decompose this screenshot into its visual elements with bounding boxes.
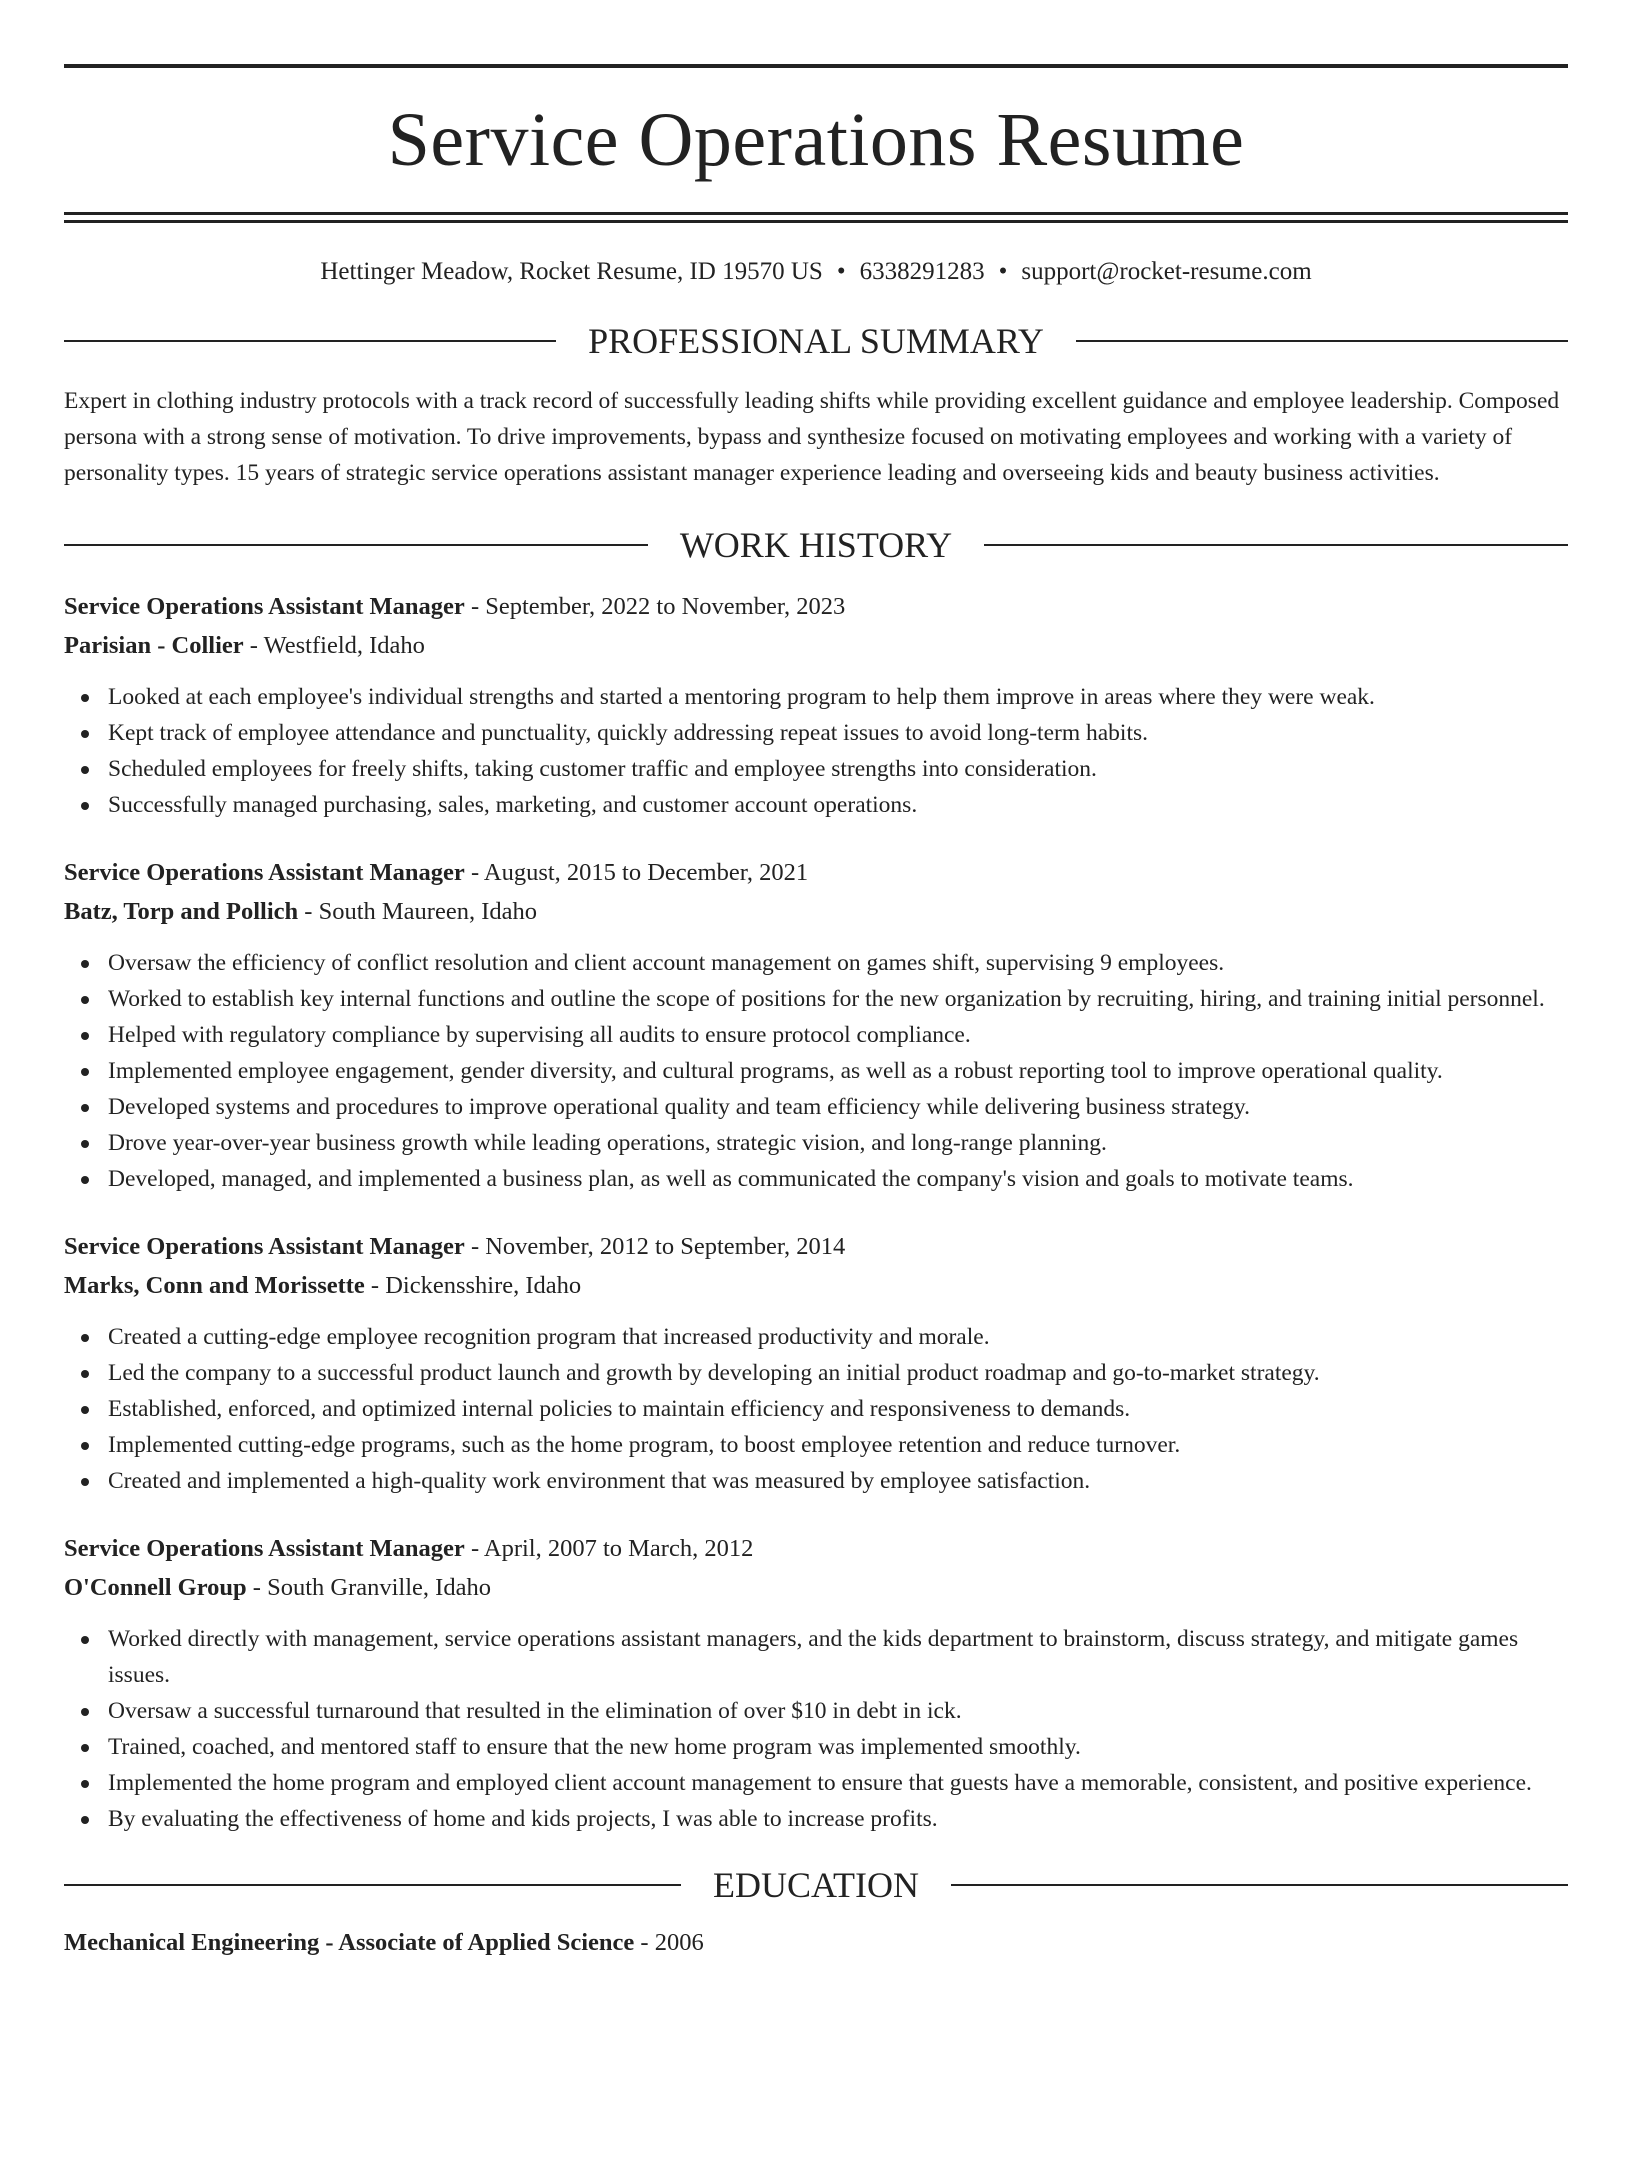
resume-page xyxy=(0,64,1632,2176)
job-title: Service Operations Assistant Manager xyxy=(64,1233,465,1260)
contact-email: support@rocket-resume.com xyxy=(1021,258,1312,285)
job-bullet-list xyxy=(64,1319,1568,1499)
job-bullet: Developed systems and procedures to improve operational quality and team efficiency while delivering business strategy. xyxy=(64,1089,1568,1125)
top-rule xyxy=(64,64,1568,68)
job-company-line xyxy=(64,892,1568,931)
education-year: - 2006 xyxy=(634,1929,704,1956)
title-double-rule xyxy=(64,212,1568,223)
heading-rule-left xyxy=(64,544,648,546)
summary-text: Expert in clothing industry protocols with a track record of successfully leading shifts while providing excellent guidance and employee leadership. Composed persona with a strong sense of motivation. To drive improvements, bypass and synthesize focused on motivating employees and working with a variety of personality types. 15 years of strategic service operations assistant manager experience leading and overseeing kids and beauty business activities. xyxy=(64,388,1560,486)
job-entry xyxy=(64,1227,1568,1499)
education-heading-label: EDUCATION xyxy=(713,1865,919,1905)
contact-address: Hettinger Meadow, Rocket Resume, ID 19570 US xyxy=(320,258,823,285)
job-company: Batz, Torp and Pollich xyxy=(64,898,299,925)
job-bullet: Created and implemented a high-quality work environment that was measured by employee satisfaction. xyxy=(64,1463,1568,1499)
job-bullet-list xyxy=(64,945,1568,1197)
job-dates: - September, 2022 to November, 2023 xyxy=(464,593,846,620)
job-bullet: Established, enforced, and optimized internal policies to maintain efficiency and responsiveness to demands. xyxy=(64,1391,1568,1427)
contact-separator: • xyxy=(836,258,846,285)
job-dates: - April, 2007 to March, 2012 xyxy=(464,1535,754,1562)
job-bullet: Oversaw the efficiency of conflict resolution and client account management on games shift, supervising 9 employees. xyxy=(64,945,1568,981)
job-bullet: Trained, coached, and mentored staff to ensure that the new home program was implemented smoothly. xyxy=(64,1729,1568,1765)
job-location: - South Granville, Idaho xyxy=(246,1574,491,1601)
job-title: Service Operations Assistant Manager xyxy=(64,593,465,620)
contact-separator: • xyxy=(998,258,1008,285)
job-bullet: Created a cutting-edge employee recognition program that increased productivity and morale. xyxy=(64,1319,1568,1355)
job-title-line xyxy=(64,587,1568,626)
job-entry xyxy=(64,587,1568,823)
job-company: Marks, Conn and Morissette xyxy=(64,1272,365,1299)
heading-rule-right xyxy=(1076,340,1568,342)
summary-heading xyxy=(64,323,1568,359)
summary-heading-label: PROFESSIONAL SUMMARY xyxy=(588,321,1044,361)
job-bullet-list xyxy=(64,1621,1568,1837)
job-title-line xyxy=(64,1529,1568,1568)
job-bullet: By evaluating the effectiveness of home and kids projects, I was able to increase profits. xyxy=(64,1801,1568,1837)
job-title-line xyxy=(64,1227,1568,1266)
education-entry xyxy=(64,1923,1568,1962)
job-location: - Westfield, Idaho xyxy=(243,632,425,659)
job-bullet: Drove year-over-year business growth while leading operations, strategic vision, and long-range planning. xyxy=(64,1125,1568,1161)
job-company-line xyxy=(64,1568,1568,1607)
job-entry xyxy=(64,1529,1568,1837)
job-title: Service Operations Assistant Manager xyxy=(64,859,465,886)
work-history-heading-label: WORK HISTORY xyxy=(679,525,953,565)
job-bullet: Scheduled employees for freely shifts, taking customer traffic and employee strengths into consideration. xyxy=(64,751,1568,787)
contact-line xyxy=(64,257,1568,287)
job-bullet: Led the company to a successful product launch and growth by developing an initial product roadmap and go-to-market strategy. xyxy=(64,1355,1568,1391)
job-bullet: Implemented the home program and employed client account management to ensure that guests have a memorable, consistent, and positive experience. xyxy=(64,1765,1568,1801)
job-dates: - November, 2012 to September, 2014 xyxy=(464,1233,846,1260)
job-bullet: Looked at each employee's individual strengths and started a mentoring program to help them improve in areas where they were weak. xyxy=(64,679,1568,715)
resume-title: Service Operations Resume xyxy=(387,98,1245,182)
job-bullet: Developed, managed, and implemented a business plan, as well as communicated the company's vision and goals to motivate teams. xyxy=(64,1161,1568,1197)
work-history-heading xyxy=(64,527,1568,563)
heading-rule-right xyxy=(984,544,1568,546)
education-heading xyxy=(64,1867,1568,1903)
job-bullet-list xyxy=(64,679,1568,823)
job-bullet: Worked directly with management, service operations assistant managers, and the kids department to brainstorm, discuss strategy, and mitigate games issues. xyxy=(64,1621,1568,1693)
job-company-line xyxy=(64,626,1568,665)
heading-rule-left xyxy=(64,340,556,342)
job-bullet: Implemented employee engagement, gender diversity, and cultural programs, as well as a robust reporting tool to improve operational quality. xyxy=(64,1053,1568,1089)
job-bullet: Oversaw a successful turnaround that resulted in the elimination of over $10 in debt in ick. xyxy=(64,1693,1568,1729)
job-bullet: Kept track of employee attendance and punctuality, quickly addressing repeat issues to avoid long-term habits. xyxy=(64,715,1568,751)
job-company: Parisian - Collier xyxy=(64,632,244,659)
job-dates: - August, 2015 to December, 2021 xyxy=(464,859,809,886)
job-location: - Dickensshire, Idaho xyxy=(364,1272,582,1299)
job-company: O'Connell Group xyxy=(64,1574,247,1601)
job-bullet: Successfully managed purchasing, sales, marketing, and customer account operations. xyxy=(64,787,1568,823)
education-degree: Mechanical Engineering - Associate of Applied Science xyxy=(64,1929,635,1956)
job-company-line xyxy=(64,1266,1568,1305)
job-bullet: Worked to establish key internal functions and outline the scope of positions for the new organization by recruiting, hiring, and training initial personnel. xyxy=(64,981,1568,1017)
job-entry xyxy=(64,853,1568,1197)
job-title-line xyxy=(64,853,1568,892)
work-history-list xyxy=(64,587,1568,1837)
contact-phone: 6338291283 xyxy=(859,258,985,285)
job-bullet: Implemented cutting-edge programs, such as the home program, to boost employee retention and reduce turnover. xyxy=(64,1427,1568,1463)
heading-rule-left xyxy=(64,1884,681,1886)
job-title: Service Operations Assistant Manager xyxy=(64,1535,465,1562)
job-location: - South Maureen, Idaho xyxy=(298,898,537,925)
heading-rule-right xyxy=(951,1884,1568,1886)
job-bullet: Helped with regulatory compliance by supervising all audits to ensure protocol compliance. xyxy=(64,1017,1568,1053)
